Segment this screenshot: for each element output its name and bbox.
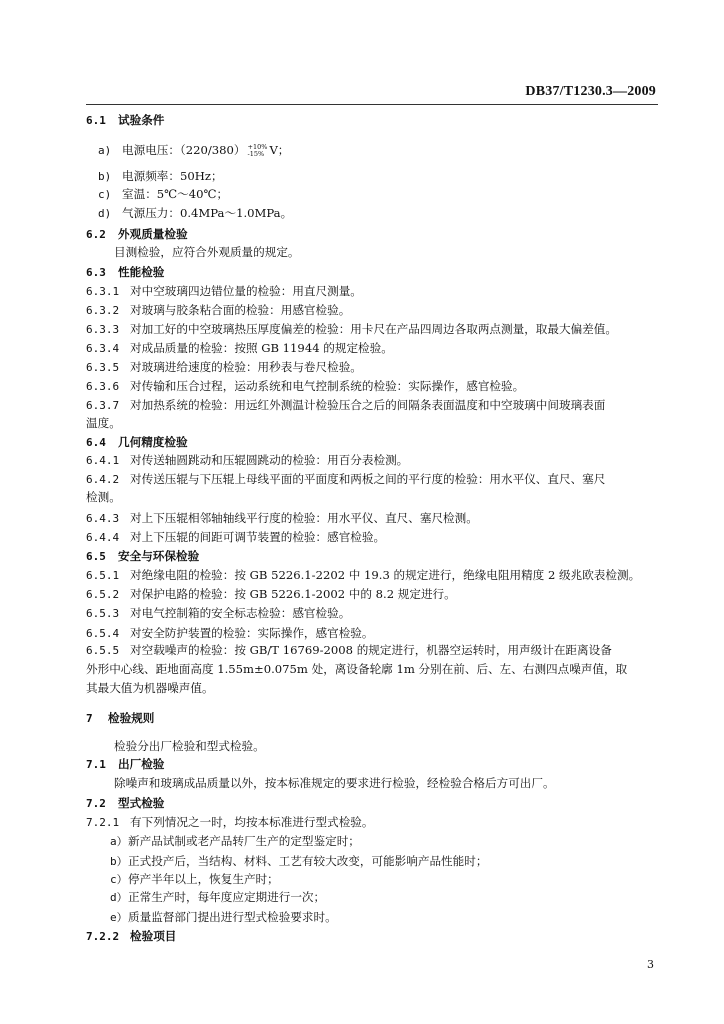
clause-number: 6.3.5: [86, 361, 120, 374]
clause-text: 电源电压：（220/380）: [122, 143, 246, 157]
text-line: [98, 168, 223, 185]
clause-number: 6.5.3: [86, 607, 120, 620]
clause-text: 检测。: [86, 490, 121, 504]
header-rule: [86, 104, 658, 105]
text-line: [86, 489, 121, 505]
clause-text: 检验规则: [108, 711, 155, 725]
text-line: [86, 321, 617, 338]
clause-text: 新产品试制或老产品转厂生产的定型鉴定时；: [128, 834, 360, 848]
clause-number: 7.2: [86, 797, 106, 810]
clause-number: 7.2.1: [86, 816, 120, 829]
text-line: [86, 529, 385, 546]
text-line: [114, 775, 555, 791]
clause-number: 6.4: [86, 436, 106, 449]
section-heading: [86, 795, 164, 812]
clause-text: 对加工好的中空玻璃热压厚度偏差的检验：用卡尺在产品四周边各取两点测量，取最大偏差值。: [130, 322, 617, 336]
text-line: [86, 642, 612, 659]
clause-number: 6.1: [86, 114, 106, 127]
clause-text: 对传送压辊与下压辊上母线平面的平面度和两板之间的平行度的检验：用水平仪、直尺、塞尺: [130, 472, 606, 486]
clause-text: 对保护电路的检验：按 GB 5226.1-2002 中的 8.2 规定进行。: [130, 587, 456, 601]
text-line: [110, 833, 360, 850]
text-line: [86, 415, 121, 431]
text-line: [98, 142, 289, 159]
text-line: [114, 244, 300, 260]
clause-number: d): [98, 207, 112, 220]
clause-text: 对电气控制箱的安全标志检验：感官检验。: [130, 606, 351, 620]
clause-number: 6.5.1: [86, 569, 120, 582]
text-line: [86, 340, 393, 357]
clause-number: 6.4.4: [86, 531, 120, 544]
text-line: [86, 283, 362, 300]
text-line: [86, 397, 605, 414]
text-line: [110, 909, 337, 926]
clause-number: 7.2.2: [86, 930, 120, 943]
clause-text: 温度。: [86, 416, 121, 430]
voltage-tolerance: [248, 144, 268, 158]
clause-number: 6.5.5: [86, 644, 120, 657]
text-line: [110, 871, 279, 888]
text-line: [86, 510, 478, 527]
clause-text: 对中空玻璃四边错位量的检验：用直尺测量。: [130, 284, 362, 298]
clause-number: e）: [110, 911, 128, 924]
text-line: [98, 186, 228, 203]
clause-number: c）: [110, 873, 128, 886]
clause-number: 6.3.4: [86, 342, 120, 355]
clause-text: 对绝缘电阻的检验：按 GB 5226.1-2202 中 19.3 的规定进行，绝缘电阻用精度 2 级兆欧表检测。: [130, 568, 641, 582]
clause-text: 性能检验: [118, 265, 165, 279]
clause-text: 停产半年以上，恢复生产时；: [128, 872, 279, 886]
clause-text: 除噪声和玻璃成品质量以外，按本标准规定的要求进行检验，经检验合格后方可出厂。: [114, 776, 555, 790]
text-line: [98, 205, 292, 222]
clause-text: 对传输和压合过程，运动系统和电气控制系统的检验：实际操作，感官检验。: [130, 379, 525, 393]
text-line: [86, 302, 350, 319]
clause-text: 对成品质量的检验：按照 GB 11944 的规定检验。: [130, 341, 393, 355]
clause-number: 6.5: [86, 550, 106, 563]
clause-number: 6.3.2: [86, 304, 120, 317]
tolerance-lower: -15%: [247, 150, 265, 158]
text-line: [86, 359, 362, 376]
clause-text: 质量监督部门提出进行型式检验要求时。: [128, 910, 337, 924]
clause-text: 试验条件: [118, 113, 165, 127]
clause-text: 对空载噪声的检验：按 GB/T 16769-2008 的规定进行，机器空运转时，用声级计在距离设备: [130, 643, 612, 657]
clause-text: 正常生产时，每年度应定期进行一次；: [128, 890, 326, 904]
text-line: [86, 625, 373, 642]
clause-text: 对玻璃与胶条粘合面的检验：用感官检验。: [130, 303, 351, 317]
clause-text: 对加热系统的检验：用远红外测温计检验压合之后的间隔条表面温度和中空玻璃中间玻璃表面: [130, 398, 606, 412]
clause-text: 电源频率：50Hz；: [122, 169, 223, 183]
clause-text: 目测检验，应符合外观质量的规定。: [114, 245, 300, 259]
section-heading: [86, 226, 188, 243]
clause-text: 检验项目: [130, 929, 177, 943]
clause-text: 气源压力：0.4MPa～1.0MPa。: [122, 206, 293, 220]
clause-number: d）: [110, 891, 128, 904]
tolerance-upper: +10%: [247, 143, 268, 151]
clause-number: 6.4.1: [86, 454, 120, 467]
section-heading: [86, 710, 154, 727]
clause-number: b): [98, 170, 112, 183]
text-line: [86, 680, 214, 696]
text-line: [86, 452, 408, 469]
text-line: [86, 378, 524, 395]
clause-number: 6.3.3: [86, 323, 120, 336]
clause-number: 6.4.3: [86, 512, 120, 525]
section-heading: [86, 928, 176, 945]
clause-text: 正式投产后，当结构、材料、工艺有较大改变，可能影响产品性能时；: [128, 854, 488, 868]
text-line: [86, 661, 627, 677]
clause-text: 对上下压辊的间距可调节装置的检验：感官检验。: [130, 530, 386, 544]
text-line: [114, 738, 265, 754]
clause-text: 对安全防护装置的检验：实际操作，感官检验。: [130, 626, 374, 640]
clause-number: 6.4.2: [86, 473, 120, 486]
page-number: 3: [647, 958, 654, 971]
clause-text: 安全与环保检验: [118, 549, 200, 563]
clause-text: 对上下压辊相邻轴轴线平行度的检验：用水平仪、直尺、塞尺检测。: [130, 511, 478, 525]
clause-text: 对传送轴圆跳动和压辊圆跳动的检验：用百分表检测。: [130, 453, 409, 467]
text-line: [86, 471, 605, 488]
clause-number: 6.3.6: [86, 380, 120, 393]
clause-number: 6.2: [86, 228, 106, 241]
clause-number: b）: [110, 855, 128, 868]
clause-text: 对玻璃进给速度的检验：用秒表与卷尺检验。: [130, 360, 362, 374]
text-line: [86, 567, 640, 584]
section-heading: [86, 756, 164, 773]
clause-number: a）: [110, 835, 128, 848]
clause-text: 外观质量检验: [118, 227, 188, 241]
clause-text: 检验分出厂检验和型式检验。: [114, 739, 265, 753]
standard-code: DB37/T1230.3—2009: [525, 84, 656, 99]
clause-number: a): [98, 144, 112, 157]
clause-number: 6.5.4: [86, 627, 120, 640]
clause-number: c): [98, 188, 112, 201]
clause-number: 6.3.7: [86, 399, 120, 412]
clause-number: 7: [86, 712, 93, 725]
text-line: [110, 889, 325, 906]
clause-text: 外形中心线、距地面高度 1.55m±0.075m 处，离设备轮廓 1m 分别在前、后、左、右测四点噪声值，取: [86, 662, 628, 676]
text-line: [86, 605, 350, 622]
clause-number: 6.3: [86, 266, 106, 279]
voltage-unit: V；: [269, 143, 290, 157]
clause-number: 6.3.1: [86, 285, 120, 298]
clause-text: 室温：5℃～40℃；: [122, 187, 229, 201]
clause-text: 出厂检验: [118, 757, 165, 771]
section-heading: [86, 548, 199, 565]
text-line: [86, 814, 373, 831]
clause-number: 7.1: [86, 758, 106, 771]
section-heading: [86, 434, 188, 451]
section-heading: [86, 112, 164, 129]
clause-text: 其最大值为机器噪声值。: [86, 681, 214, 695]
clause-text: 有下列情况之一时，均按本标准进行型式检验。: [130, 815, 374, 829]
section-heading: [86, 264, 164, 281]
clause-text: 型式检验: [118, 796, 165, 810]
text-line: [86, 586, 456, 603]
clause-number: 6.5.2: [86, 588, 120, 601]
clause-text: 几何精度检验: [118, 435, 188, 449]
text-line: [110, 853, 487, 870]
